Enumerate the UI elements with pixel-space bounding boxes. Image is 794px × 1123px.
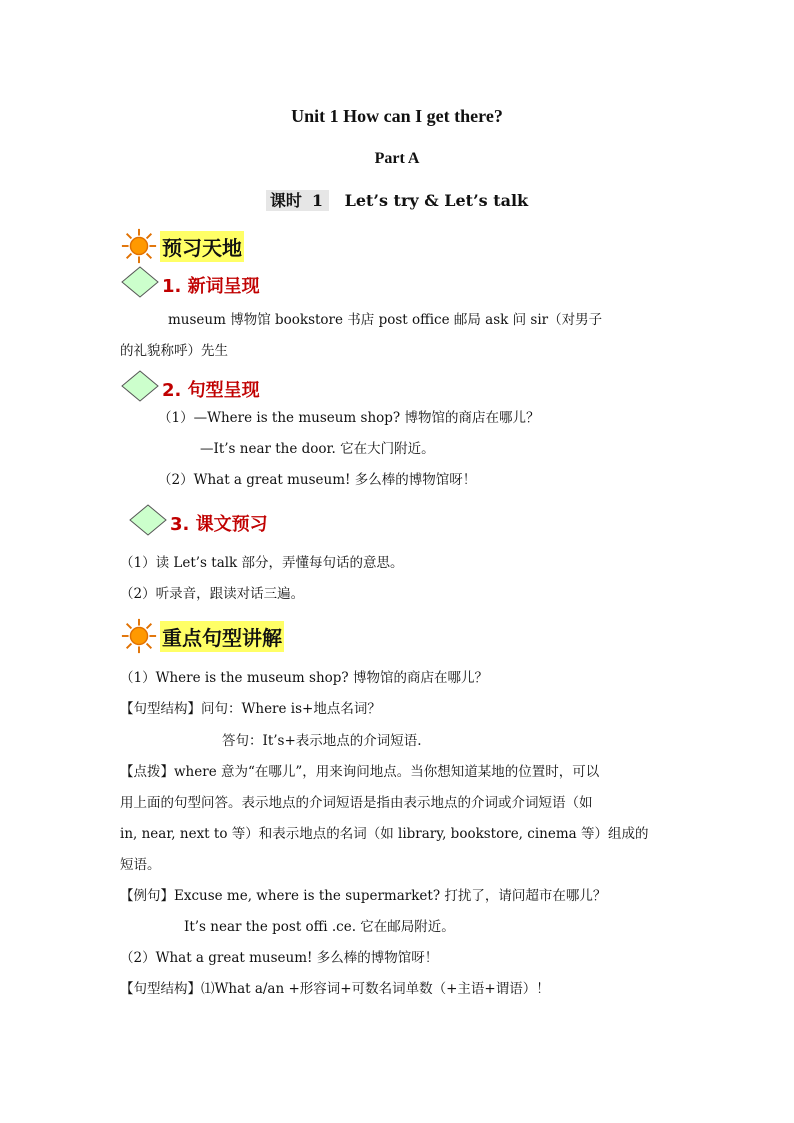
sentences-heading: 2. 句型呈现 (120, 370, 260, 402)
explain-line-6: in, near, next to 等）和表示地点的名词（如 library, bookstore, cinema 等）组成的 (120, 826, 649, 842)
explain-line-9: It’s near the post offi .ce. 它在邮局附近。 (184, 919, 455, 935)
lesson-heading (0, 188, 794, 211)
new-words-line2: 的礼貌称呼）先生 (120, 343, 228, 359)
explain-line-8: 【例句】Excuse me, where is the supermarket? 打扰了，请问超市在哪儿？ (120, 888, 607, 904)
explain-line-2: 【句型结构】问句：Where is+地点名词？ (120, 701, 381, 717)
explain-line-11: 【句型结构】⑴What a/an +形容词+可数名词单数（+主语+谓语）！ (120, 981, 550, 997)
diamond-icon (120, 266, 160, 298)
explain-line-4: 【点拨】where 意为“在哪儿”，用来询问地点。当你想知道某地的位置时，可以 (120, 764, 600, 780)
diamond-icon (120, 370, 160, 402)
text-preview-2: （2）听录音，跟读对话三遍。 (120, 586, 305, 602)
part-label: Part A (374, 150, 420, 167)
sentence-1: （1）—Where is the museum shop? 博物馆的商店在哪儿？ (158, 410, 540, 426)
text-preview-1: （1）读 Let’s talk 部分，弄懂每句话的意思。 (120, 555, 404, 571)
sentence-2: （2）What a great museum! 多么棒的博物馆呀！ (158, 472, 477, 488)
explain-line-5: 用上面的句型问答。表示地点的介词短语是指由表示地点的介词或介词短语（如 (120, 795, 593, 811)
lesson-number: 1 (306, 190, 329, 211)
lesson-prefix: 课时 (266, 190, 306, 211)
unit-title: Unit 1 How can I get there? (291, 106, 503, 126)
explain-line-1: （1）Where is the museum shop? 博物馆的商店在哪儿？ (120, 670, 488, 686)
preview-banner (120, 230, 244, 262)
lesson-title: Let’s try & Let’s talk (344, 191, 529, 210)
key-sentence-banner (120, 620, 284, 652)
preview-title: 预习天地 (160, 231, 244, 262)
explain-line-7: 短语。 (120, 857, 161, 873)
new-words-heading: 1. 新词呈现 (120, 266, 260, 298)
sun-icon (120, 617, 158, 655)
sentence-1b: —It’s near the door. 它在大门附近。 (200, 441, 435, 457)
text-preview-heading: 3. 课文预习 (128, 504, 268, 536)
new-words-line1: museum 博物馆 bookstore 书店 post office 邮局 ask 问 sir（对男子 (168, 312, 603, 328)
explain-line-3: 答句：It’s+表示地点的介词短语. (222, 733, 422, 749)
explain-line-10: （2）What a great museum! 多么棒的博物馆呀！ (120, 950, 439, 966)
key-sentence-title: 重点句型讲解 (160, 621, 284, 652)
diamond-icon (128, 504, 168, 536)
sun-icon (120, 227, 158, 265)
